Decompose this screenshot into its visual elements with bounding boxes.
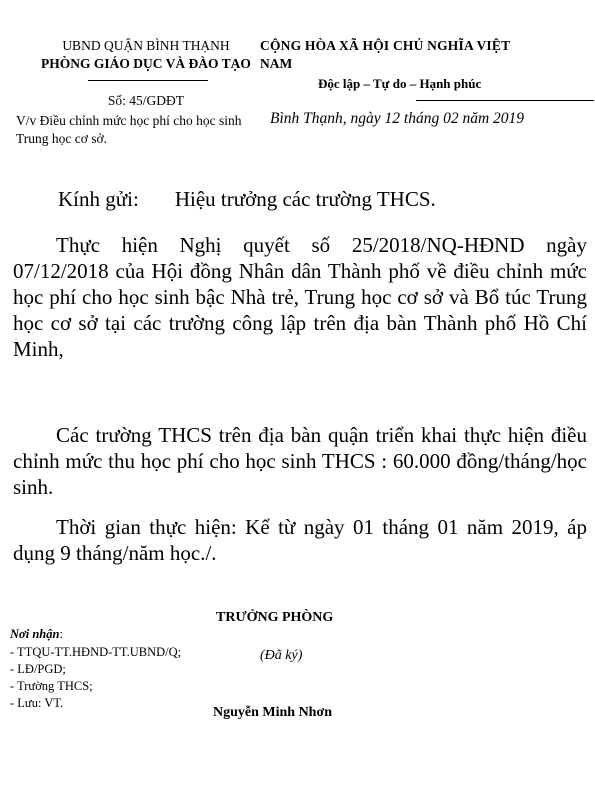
recipient-item: - LĐ/PGD;	[10, 662, 66, 676]
recipient-item: - TTQU-TT.HĐND-TT.UBND/Q;	[10, 645, 182, 659]
national-motto: Độc lập – Tự do – Hạnh phúc	[318, 76, 482, 91]
recipients-label-colon: :	[59, 627, 63, 641]
issuing-authority: UBND QUẬN BÌNH THẠNH	[62, 38, 230, 53]
recipient-item: - Lưu: VT.	[10, 696, 64, 710]
greeting-label: Kính gửi:	[58, 187, 139, 211]
signer-title: TRƯỞNG PHÒNG	[216, 610, 334, 625]
place-and-date: Bình Thạnh, ngày 12 tháng 02 năm 2019	[270, 110, 525, 127]
body-paragraph-resolution: Thực hiện Nghị quyết số 25/2018/NQ-HĐND ngày 07/12/2018 của Hội đồng Nhân dân Thành phố về điều chỉnh mức học phí cho học sinh bậc Nhà trẻ, Trung học cơ sở và Bổ túc Trung học cơ sở tại các trường công lập trên địa bàn Thành phố Hồ Chí Minh,	[13, 233, 587, 361]
body-paragraph-effective-date: Thời gian thực hiện: Kể từ ngày 01 tháng 01 năm 2019, áp dụng 9 tháng/năm học./.	[13, 515, 587, 565]
header-left-divider	[88, 80, 208, 81]
document-number: Số: 45/GDĐT	[107, 93, 185, 108]
signature-status: (Đã ký)	[260, 648, 303, 663]
recipients-list	[10, 644, 181, 712]
recipient-item: - Trường THCS;	[10, 679, 93, 693]
header-right-divider	[416, 100, 594, 101]
recipients-label-text: Nơi nhận	[10, 627, 60, 641]
body-paragraph-fee: Các trường THCS trên địa bàn quận triển khai thực hiện điều chỉnh mức thu học phí cho học sinh THCS : 60.000 đồng/tháng/học sinh.	[13, 423, 587, 499]
recipients-label	[10, 627, 63, 642]
national-title-line2: NAM	[260, 56, 293, 71]
document-subject: V/v Điều chỉnh mức học phí cho học sinh Trung học cơ sở.	[16, 113, 242, 146]
issuing-department: PHÒNG GIÁO DỤC VÀ ĐÀO TẠO	[41, 56, 251, 71]
greeting-target: Hiệu trưởng các trường THCS.	[174, 187, 436, 211]
greeting-line	[58, 187, 436, 212]
national-title-line1: CỘNG HÒA XÃ HỘI CHỦ NGHĨA VIỆT	[260, 38, 511, 53]
signer-name: Nguyễn Minh Nhơn	[213, 705, 333, 720]
